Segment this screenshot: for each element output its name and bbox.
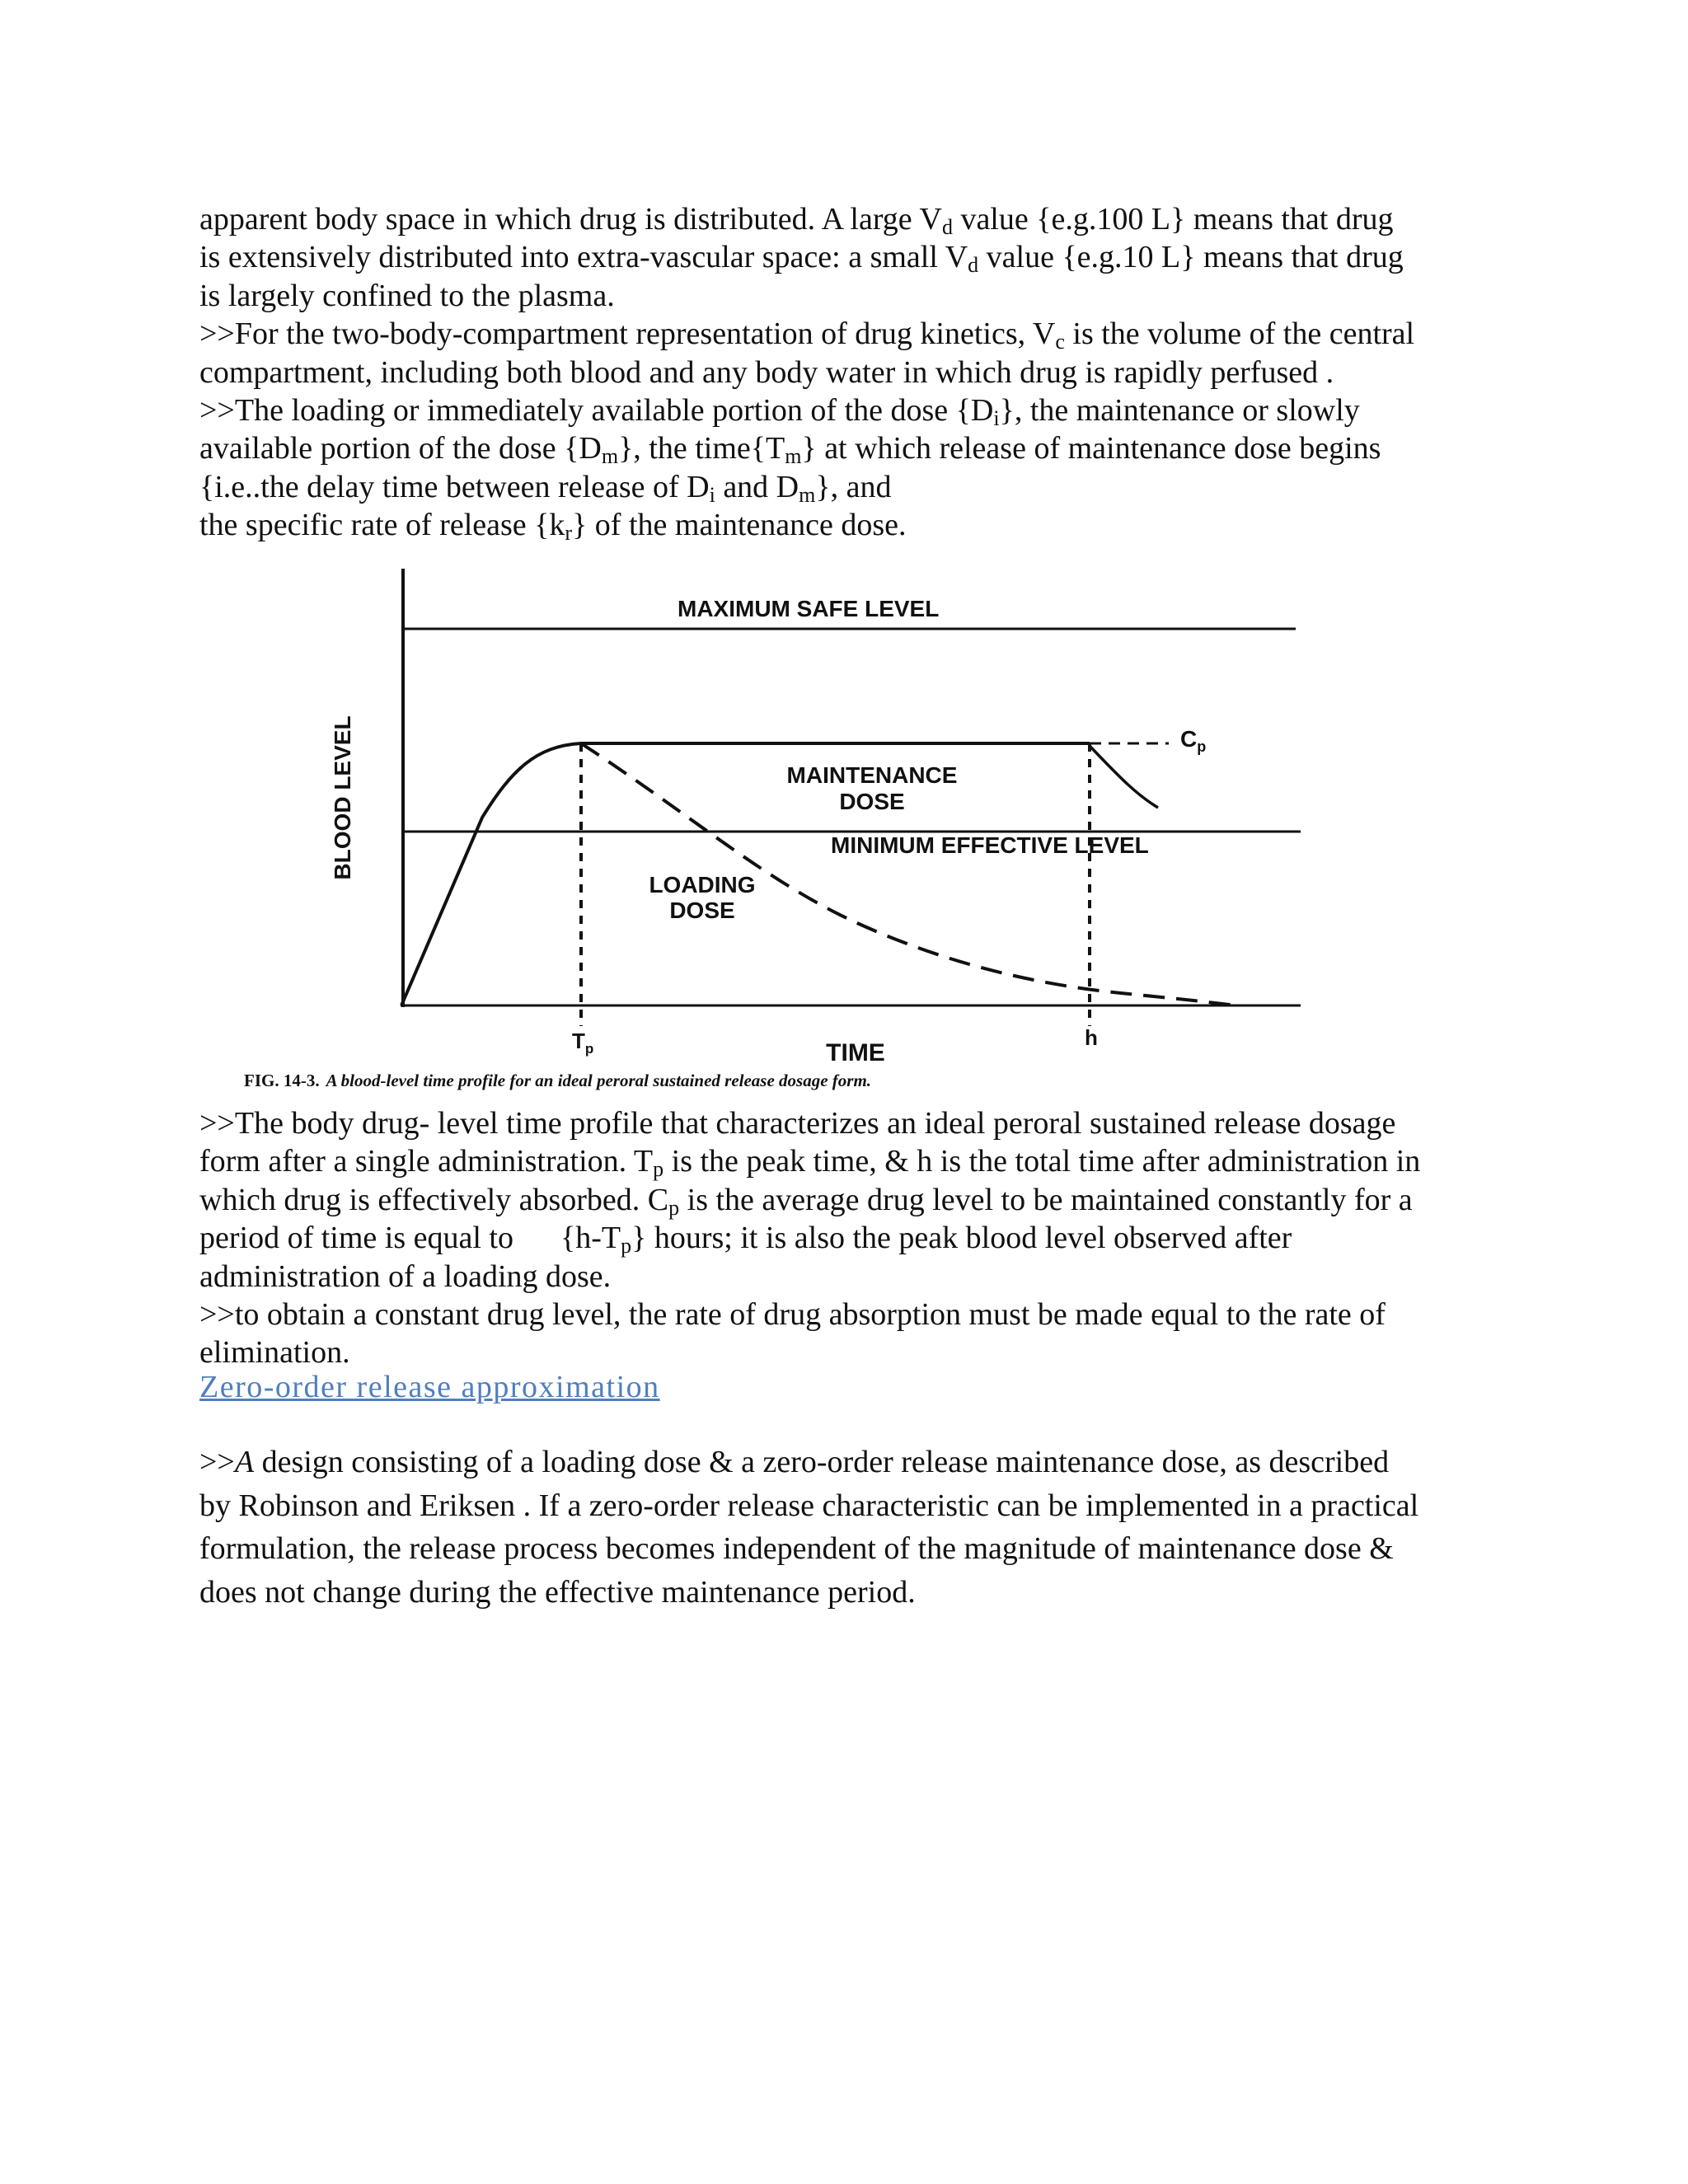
maintenance-label-2: DOSE xyxy=(839,789,905,814)
text-line: the specific rate of release $\{k_r\}$ of the maintenance dose. xyxy=(199,508,907,546)
loading-label: LOADING xyxy=(649,872,756,898)
text-line: >>to obtain a constant drug level, the rate of drug absorption must be made equal to the rate of xyxy=(199,1297,1386,1333)
h-label: h xyxy=(1085,1025,1098,1050)
text-line: does not change during the effective maintenance period. xyxy=(199,1574,916,1610)
text-line: formulation, the release process becomes independent of the magnitude of maintenance dose & xyxy=(199,1531,1394,1566)
text-line: >>The body drug- level time profile that characterizes an ideal peroral sustained release dosage xyxy=(199,1106,1396,1141)
tp-label: $T_p$ xyxy=(572,1029,594,1057)
min-effective-label: MINIMUM EFFECTIVE LEVEL xyxy=(831,832,1149,858)
text-line: elimination. xyxy=(199,1335,350,1371)
text-line: period of time is equal to $\{h-T_p\}$ hours; it is also the peak blood level observed after xyxy=(199,1221,1292,1258)
x-axis-label: TIME xyxy=(826,1039,885,1066)
figure-caption: FIG. 14-3. A blood-level time profile for an ideal peroral sustained release dosage form. xyxy=(244,1071,872,1090)
text-line: by Robinson and Eriksen . If a zero-order release characteristic can be implemented in a practical xyxy=(199,1488,1419,1523)
paragraph-2 xyxy=(199,1104,1420,1372)
paragraph-3 xyxy=(199,1441,1418,1614)
text-line: is extensively distributed into extra-vascular space: a small $V_d$ value {e.g.10 L} means that drug xyxy=(199,240,1404,278)
paragraph-1 xyxy=(199,200,1414,545)
cp-label: $C_p$ xyxy=(1180,726,1207,755)
loading-label-2: DOSE xyxy=(669,898,735,923)
text-line: is largely confined to the plasma. xyxy=(199,278,615,313)
text-line: >>For the two-body-compartment representation of drug kinetics, $V_c$ is the volume of the central xyxy=(199,316,1415,354)
text-line: apparent body space in which drug is distributed. A large $V_d$ value {e.g.100 L} means that drug xyxy=(199,202,1394,239)
text-line: {i.e..the delay time between release of $D_i$ and $D_m$}, and xyxy=(199,469,892,507)
text-line: form after a single administration. $T_p$ is the peak time, & h is the total time after administration in xyxy=(199,1144,1421,1182)
text-line: >>A design consisting of a loading dose & a zero-order release maintenance dose, as described xyxy=(199,1445,1390,1479)
text-line: which drug is effectively absorbed. $C_p$ is the average drug level to be maintained constantly for a xyxy=(199,1182,1413,1220)
zero-order-heading-link[interactable]: Zero-order release approximation xyxy=(199,1370,660,1404)
text-line: compartment, including both blood and any body water in which drug is rapidly perfused . xyxy=(199,354,1334,390)
blood-level-figure xyxy=(0,560,1688,1104)
text-line: available portion of the dose $\{D_m\}$, the $time\{T_m\}$ at which release of maintenance dose begins xyxy=(199,431,1381,469)
maintenance-label: MAINTENANCE xyxy=(786,762,958,788)
max-safe-label: MAXIMUM SAFE LEVEL xyxy=(678,596,940,621)
text-line: >>The loading or immediately available portion of the dose $\{D_i\}$, the maintenance or slowly xyxy=(199,393,1360,431)
post-maintenance-decline xyxy=(1090,746,1158,808)
text-line: administration of a loading dose. xyxy=(199,1258,612,1294)
y-axis-label: BLOOD LEVEL xyxy=(330,715,355,880)
